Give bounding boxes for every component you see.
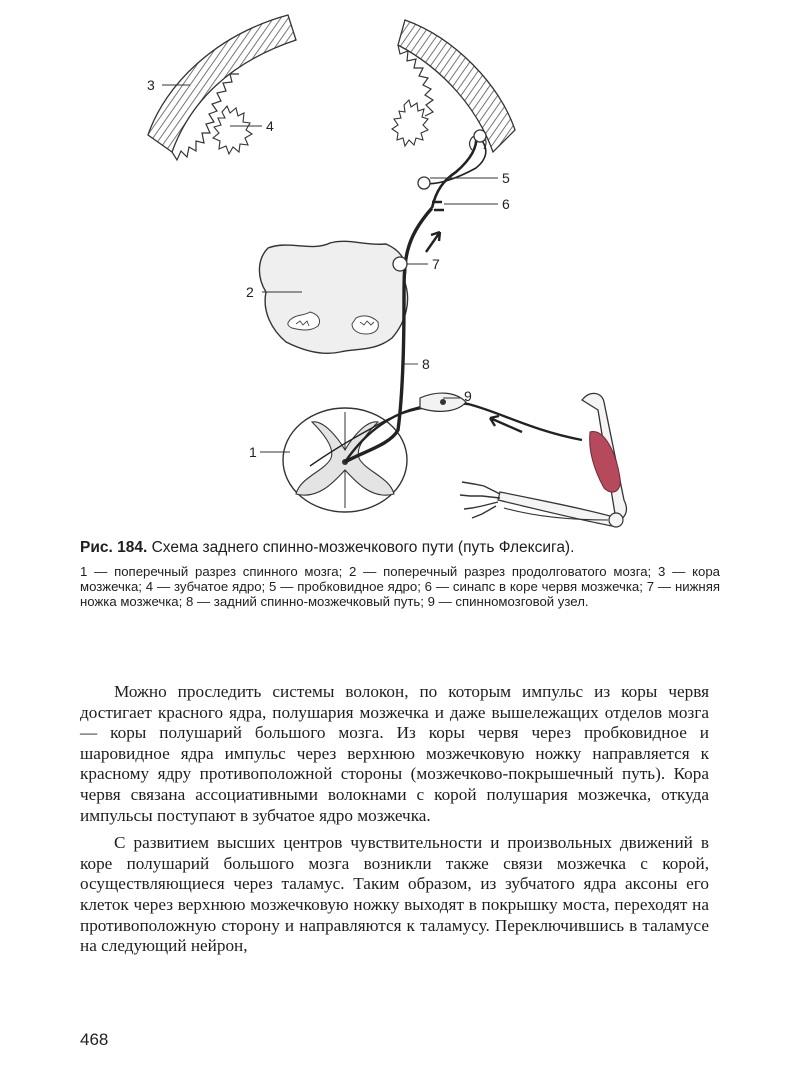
- caption-title-text: Схема заднего спинно-мозжечкового пути (путь Флексига).: [147, 539, 575, 556]
- body-text: [80, 682, 709, 964]
- figure-caption: [80, 538, 720, 609]
- label-9: 9: [464, 388, 472, 404]
- label-8: 8: [422, 356, 430, 372]
- label-6: 6: [502, 196, 510, 212]
- label-5: 5: [502, 170, 510, 186]
- paragraph-1: Можно проследить системы волокон, по которым импульс из коры червя достигает красного ядра, полушария мозжечка и даже вышележащих отделов мозга — коры полушарий большого мозга. Из коры червя через пробковидное и шаровидное ядра импульс через верхнюю мозжечковую ножку направляется к красному ядру противоположной стороны (мозжечково-покрышечный путь). Кора червя связана ассоциативными волокнами с корой полушария мозжечка, откуда импульсы поступают в зубчатое ядро мозжечка.: [80, 682, 709, 825]
- pathway-diagram: [0, 0, 787, 535]
- inferior-peduncle-node: [393, 257, 407, 271]
- label-1: 1: [249, 444, 257, 460]
- paragraph-2: С развитием высших центров чувствительности и произвольных движений в коре полушарий большого мозга возникли также связи мозжечка с корой, осуществляющиеся через таламус. Таким образом, из зубчатого ядра аксоны его клеток через верхнюю мозжечковую ножку выходят в покрышку моста, переходят на противоположную сторону и направляются к таламусу. Переключившись в таламусе на следующий нейрон,: [80, 833, 709, 956]
- label-7: 7: [432, 256, 440, 272]
- impulse-arrow-left: [490, 416, 522, 432]
- figure-legend: 1 — поперечный разрез спинного мозга; 2 — поперечный разрез продолговатого мозга; 3 — кора мозжечка; 4 — зубчатое ядро; 5 — пробковидное ядро; 6 — синапс в коре червя мозжечка; 7 — нижняя ножка мозжечка; 8 — задний спинно-мозжечковый путь; 9 — спинномозговой узел.: [80, 564, 720, 609]
- label-3: 3: [147, 77, 155, 93]
- figure-184: [0, 0, 787, 535]
- label-4: 4: [266, 118, 274, 134]
- page-number: 468: [80, 1030, 109, 1049]
- biceps-muscle: [590, 432, 621, 493]
- arm-illustration: [460, 393, 626, 527]
- dentate-nucleus-left: [213, 106, 252, 154]
- impulse-arrow-up: [426, 232, 440, 252]
- dentate-nucleus-right: [392, 100, 428, 146]
- cortex-node: [474, 130, 486, 142]
- medulla-oblongata-section: [259, 241, 407, 353]
- emboliform-nucleus-node: [418, 177, 430, 189]
- figure-number: Рис. 184.: [80, 539, 148, 556]
- caption-title: [80, 538, 720, 558]
- label-2: 2: [246, 284, 254, 300]
